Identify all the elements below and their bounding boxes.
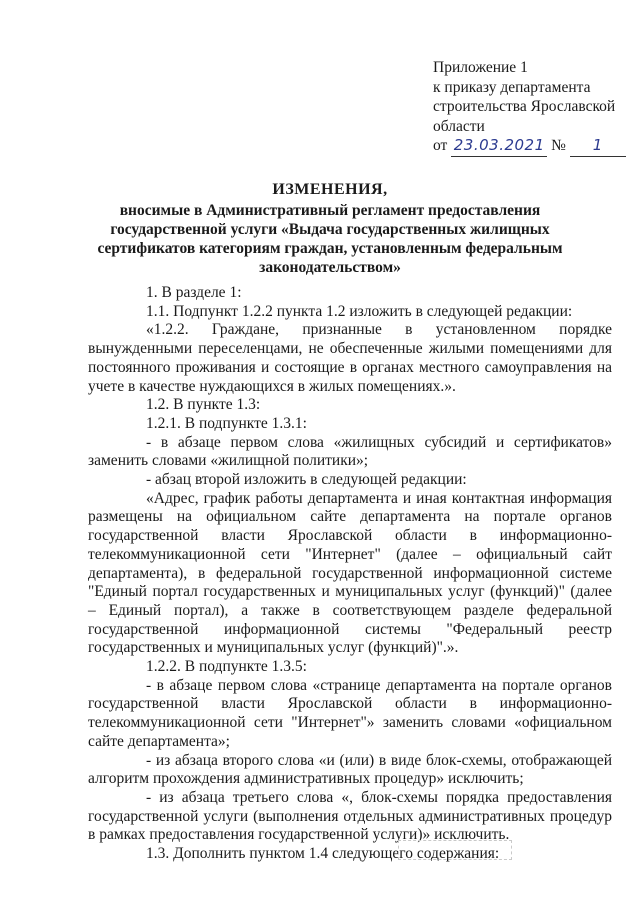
paragraph: 1.2.2. В подпункте 1.3.5: <box>146 658 307 676</box>
appendix-title: Приложение 1 <box>433 59 528 76</box>
number-prefix: № <box>551 137 566 154</box>
paragraph: 1. В разделе 1: <box>146 284 242 301</box>
heading-line: государственной услуги «Выдача государственных жилищных <box>110 221 550 238</box>
heading-title: ИЗМЕНЕНИЯ, <box>272 181 388 198</box>
handwritten-date: 23.03.2021 <box>451 136 547 157</box>
heading-line: сертификатов категориям граждан, установленным федеральным <box>97 240 563 257</box>
paragraph: - абзац второй изложить в следующей редакции: <box>146 471 467 489</box>
heading-line: законодательством» <box>259 259 401 276</box>
paragraph: 1.2.1. В подпункте 1.3.1: <box>146 414 307 432</box>
paragraph: - из абзаца второго слова «и (или) в виде блок-схемы, отображающей алгоритм прохождения административных процедур» исключить; <box>88 751 612 788</box>
appendix-block <box>433 58 628 157</box>
appendix-region-line: области <box>433 117 485 135</box>
paragraph: 1.3. Дополнить пунктом 1.4 следующего содержания: <box>146 845 500 863</box>
paragraph: - в абзаце первом слова «жилищных субсидий и сертификатов» заменить словами «жилищной политики»; <box>88 433 612 470</box>
paragraph: - из абзаца третьего слова «, блок-схемы порядка предоставления государственной услуги (выполнения отдельных административных процедур в рамках предоставления государственной услуги)» исключить. <box>88 788 612 844</box>
document-heading <box>95 180 565 277</box>
paragraph: - в абзаце первом слова «странице департамента на портале органов государственной власти Ярославской области в информационно-телекоммуникационной сети "Интернет"» заменить словами «официальном сайте департамента»; <box>88 676 612 750</box>
paragraph: «Адрес, график работы департамента и иная контактная информация размещены на официальном сайте департамента на портале органов государственной власти Ярославской области в информационно-телекоммуникационной сети "Интернет" (далее – официальный сайт департамента), в федеральной государственной информационной системе "Единый портал государственных и муниципальных услуг (функций)" (далее – Единый портал), а также в соответствующем разделе федеральной государственной информационной системы "Федеральный реестр государственных и муниципальных услуг (функций)".». <box>88 489 612 657</box>
faint-stamp-mark <box>398 840 512 860</box>
date-prefix: от <box>433 137 448 154</box>
appendix-order-line: к приказу департамента <box>433 78 591 96</box>
heading-line: вносимые в Административный регламент предоставления <box>119 202 541 219</box>
paragraph: «1.2.2. Граждане, признанные в установленном порядке вынужденными переселенцами, не обеспеченные жилыми помещениями для постоянного проживания и состоящие в органах местного самоуправления на учете в качестве нуждающихся в жилых помещениях.». <box>88 321 612 395</box>
appendix-department-line: строительства Ярославской <box>433 98 616 115</box>
paragraph: 1.2. В пункте 1.3: <box>146 396 261 414</box>
appendix-date-number-line <box>433 136 628 157</box>
paragraph: 1.1. Подпункт 1.2.2 пункта 1.2 изложить в следующей редакции: <box>146 302 573 320</box>
document-body <box>88 284 612 864</box>
handwritten-number: 1 <box>570 136 626 157</box>
